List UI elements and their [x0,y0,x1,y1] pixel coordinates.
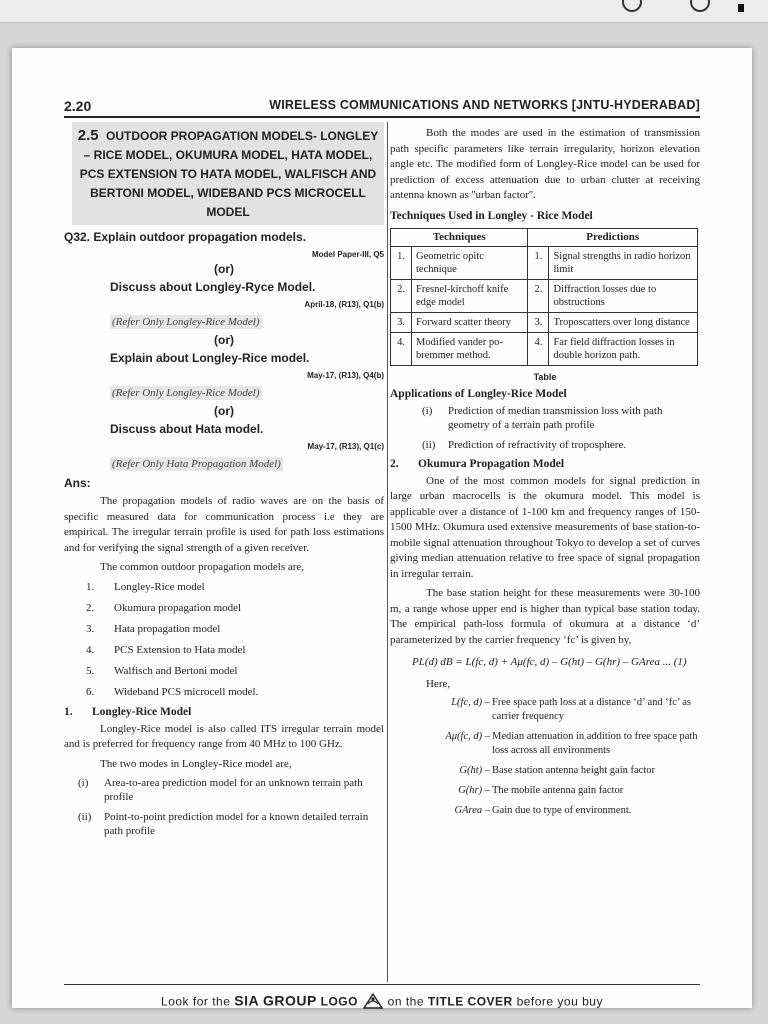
here-label: Here, [426,678,451,690]
answer-paragraph-2: The common outdoor propagation models are, [100,561,305,573]
question-alt-3: Discuss about Hata model. [110,422,264,436]
techniques-heading: Techniques Used in Longley - Rice Model [390,209,593,222]
definition-item: G(hr) – The mobile antenna gain factor [458,785,624,796]
page-footer: Look for the SIA GROUP LOGO on the TITLE COVER before you buy [64,992,700,1013]
applications-list [408,404,700,452]
table-caption: Table [533,371,557,382]
question-ref-3: May-17, (R13), Q4(b) [307,371,384,380]
longley-paragraph-2: The two modes in Longley-Rice model are, [100,757,292,770]
title-cover: TITLE COVER [427,994,513,1009]
menu-icon[interactable] [738,4,744,12]
question-title: Q32. Explain outdoor propagation models. [64,230,307,244]
answer-label: Ans: [64,476,91,490]
table-row: 1. Geometric opitc technique 1. Signal strengths in radio horizon limit [391,246,698,279]
list-item: 3. Hata propagation model [86,622,221,635]
list-item: 6. Wideband PCS microcell model. [86,685,259,698]
refresh-icon[interactable] [622,0,642,12]
settings-icon[interactable] [690,0,710,12]
list-item: (ii) Prediction of refractivity of troposphere. [422,438,627,451]
applications-heading: Applications of Longley-Rice Model [390,387,567,400]
okumura-paragraph-2: The base station height for these measurements were 30-100 m, a range whose upper end is higher than typical base station today. The empirical path-loss formula of okumura at a distance ‘d’ parameterized by the carrier frequency ‘fc’ is given by, [390,587,700,646]
list-item: (i) Prediction of median transmission loss with path geometry of a terrain path profile [422,404,663,431]
section-title: OUTDOOR PROPAGATION MODELS- LONGLEY – RICE MODEL, OKUMURA MODEL, HATA MODEL, PCS EXTENSION TO HATA MODEL, WALFISCH AND BERTONI MODEL, WIDEBAND PCS MICROCELL MODEL [79,129,379,219]
or-1: (or) [214,262,234,276]
definition-item: L(fc, d) – Free space path loss at a distance ‘d’ and ‘fc’ as carrier frequency [451,697,692,722]
table-row: 2. Fresnel-kirchoff knife edge model 2. Diffraction losses due to obstructions [391,279,698,312]
brand-group: GROUP [262,992,317,1009]
brand-sia: SIA [234,992,260,1009]
viewer-toolbar [0,0,768,23]
longley-paragraph-1: Longley-Rice model is also called ITS irregular terrain model and is preferred for frequency range from 40 MHz to 100 GHz. [64,722,384,750]
table-row: 3. Forward scatter theory 3. Troposcatters over long distance [391,312,698,332]
sia-logo-icon [362,992,384,1013]
modes-list [64,776,384,838]
section-heading [72,122,384,225]
subheading-okumura: 2. Okumura Propagation Model [390,457,565,470]
okumura-paragraph-1: One of the most common models for signal prediction in large urban macrocells is the okumura model. This model is applicable over a distance of 1-100 km and frequency ranges of 150-1500 MHz. Okumura used extensive measurements of base station-to-mobile signal attenuation throughout Tokyo to develop a set of curves giving median attenuation relative to free space of signal propagation in irregular terrain. [390,474,700,580]
table-row: 4. Modified vander po-bremmer method. 4. Far field diffraction losses in double horizon path. [391,332,698,365]
list-item: (i) Area-to-area prediction model for an unknown terrain path profile [78,777,363,803]
models-list [64,580,384,699]
subheading-longley-rice: 1. Longley-Rice Model [64,705,192,718]
modes-paragraph: Both the modes are used in the estimation of transmission path specific parameters like terrain irregularity, horizon elevation angle etc. The modified form of Longley-Rice model can be used for prediction of excess attenuation due to urban clutter at receiving antenna known as ''urban factor''. [390,127,700,201]
or-2: (or) [214,333,234,347]
question-ref-1: Model Paper-III, Q5 [311,250,384,259]
table-header-predictions: Predictions [528,228,698,246]
table-header-techniques: Techniques [391,228,528,246]
list-item: (ii) Point-to-point prediction model for a known detailed terrain path profile [78,811,369,837]
book-title: WIRELESS COMMUNICATIONS AND NETWORKS [JNTU-HYDERABAD] [269,98,700,112]
document-page [12,48,752,1008]
page-number: 2.20 [64,98,92,114]
question-alt-2: Explain about Longley-Rice model. [110,351,310,365]
section-number: 2.5 [77,127,99,144]
page-header [64,98,700,118]
list-item: 4. PCS Extension to Hata model [86,643,246,656]
list-item: 5. Walfisch and Bertoni model [86,664,238,677]
techniques-table [390,228,698,366]
refer-note-3: (Refer Only Hata Propagation Model) [112,458,281,470]
path-loss-formula: PL(d) dB = L(fc, d) + Aμ(fc, d) – G(ht) – G(hr) – GArea ... (1) [412,656,687,668]
column-divider [387,122,388,982]
definition-item: G(ht) – Base station antenna height gain factor [459,765,655,776]
refer-note-1: (Refer Only Longley-Rice Model) [112,316,260,328]
question-ref-2: April-18, (R13), Q1(b) [304,300,384,309]
definition-item: GArea – Gain due to type of environment. [454,805,632,816]
or-3: (or) [214,404,234,418]
footer-rule [64,984,700,985]
answer-paragraph-1: The propagation models of radio waves are on the basis of specific measured data for communication process i.e they are empirical. The irregular terrain profile is used for path loss estimations and for verifying the signal strength of a given receiver. [64,495,384,554]
list-item: 2. Okumura propagation model [86,601,242,614]
definition-item: Aμ(fc, d) – Median attenuation in addition to free space path loss across all environments [445,731,698,756]
question-ref-4: May-17, (R13), Q1(c) [307,442,384,451]
left-column [64,122,384,844]
question-alt-1: Discuss about Longley-Ryce Model. [110,280,316,294]
right-column [390,122,700,818]
refer-note-2: (Refer Only Longley-Rice Model) [112,387,260,399]
list-item: 1. Longley-Rice model [86,580,205,593]
